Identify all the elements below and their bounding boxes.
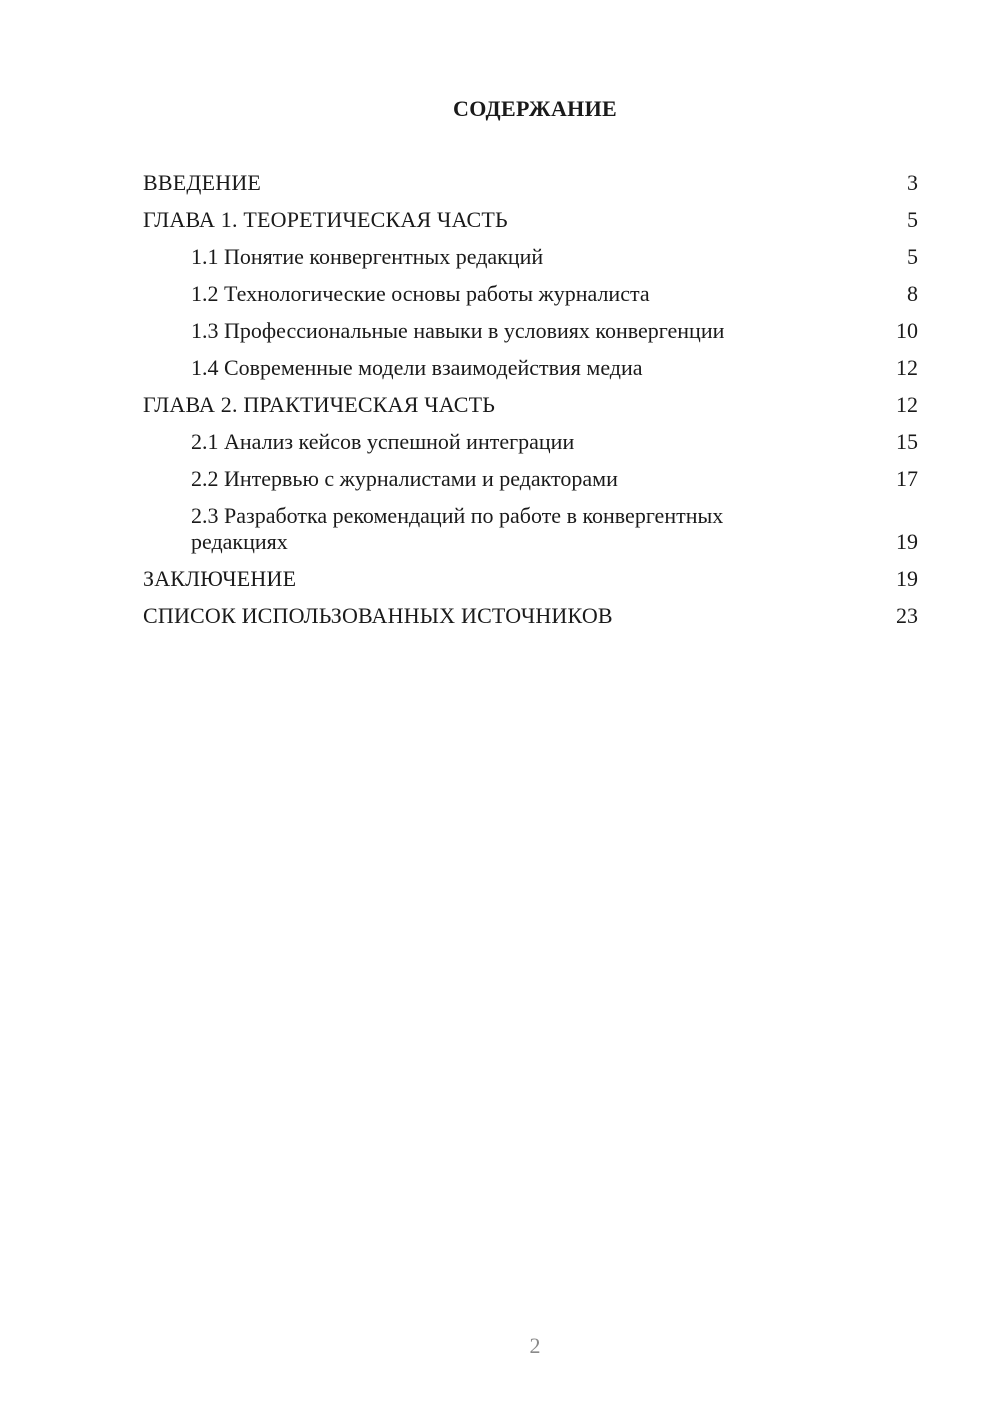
toc-entry-page: 12 xyxy=(896,355,918,380)
toc-entry-page: 8 xyxy=(907,281,918,306)
toc-entry-title: СПИСОК ИСПОЛЬЗОВАННЫХ ИСТОЧНИКОВ xyxy=(143,603,613,628)
toc-entry-page: 3 xyxy=(907,170,918,195)
page-number: 2 xyxy=(529,1333,541,1358)
toc-entry-section-2-1 xyxy=(143,429,918,455)
toc-entry-section-1-3 xyxy=(143,318,918,344)
toc-entry-section-1-4 xyxy=(143,355,918,381)
toc-entry-title: 2.2 Интервью с журналистами и редакторами xyxy=(191,466,618,491)
toc-entry-page: 23 xyxy=(896,603,918,628)
toc-entry-title: 1.3 Профессиональные навыки в условиях конвергенции xyxy=(191,318,725,343)
toc-entry-page: 12 xyxy=(896,392,918,417)
toc-entry-references xyxy=(143,603,918,629)
toc-entry-page: 19 xyxy=(896,566,918,591)
toc-entry-title: 2.3 Разработка рекомендаций по работе в конвергентных редакциях xyxy=(191,503,724,554)
toc-entry-title: ВВЕДЕНИЕ xyxy=(143,170,262,195)
toc-entry-section-2-2 xyxy=(143,466,918,492)
toc-entry-conclusion xyxy=(143,566,918,592)
toc-entry-page: 17 xyxy=(896,466,918,491)
toc-entry-introduction xyxy=(143,170,918,196)
toc-entry-title: 1.1 Понятие конвергентных редакций xyxy=(191,244,544,269)
toc-entry-title: ГЛАВА 2. ПРАКТИЧЕСКАЯ ЧАСТЬ xyxy=(143,392,496,417)
toc-entry-page: 5 xyxy=(907,207,918,232)
toc-entry-title: 1.4 Современные модели взаимодействия медиа xyxy=(191,355,643,380)
toc-entry-page: 5 xyxy=(907,244,918,269)
toc-entry-title: ГЛАВА 1. ТЕОРЕТИЧЕСКАЯ ЧАСТЬ xyxy=(143,207,508,232)
toc-heading: СОДЕРЖАНИЕ xyxy=(453,96,617,121)
toc-entry-section-1-1 xyxy=(143,244,918,270)
toc-entry-chapter-1 xyxy=(143,207,918,233)
toc-entry-title: ЗАКЛЮЧЕНИЕ xyxy=(143,566,297,591)
toc-entry-page: 19 xyxy=(896,529,918,554)
toc-entry-page: 15 xyxy=(896,429,918,454)
table-of-contents xyxy=(143,170,918,640)
toc-entry-title: 2.1 Анализ кейсов успешной интеграции xyxy=(191,429,575,454)
toc-entry-section-1-2 xyxy=(143,281,918,307)
toc-entry-title: 1.2 Технологические основы работы журналиста xyxy=(191,281,650,306)
toc-entry-page: 10 xyxy=(896,318,918,343)
toc-entry-chapter-2 xyxy=(143,392,918,418)
toc-entry-section-2-3 xyxy=(143,503,918,555)
